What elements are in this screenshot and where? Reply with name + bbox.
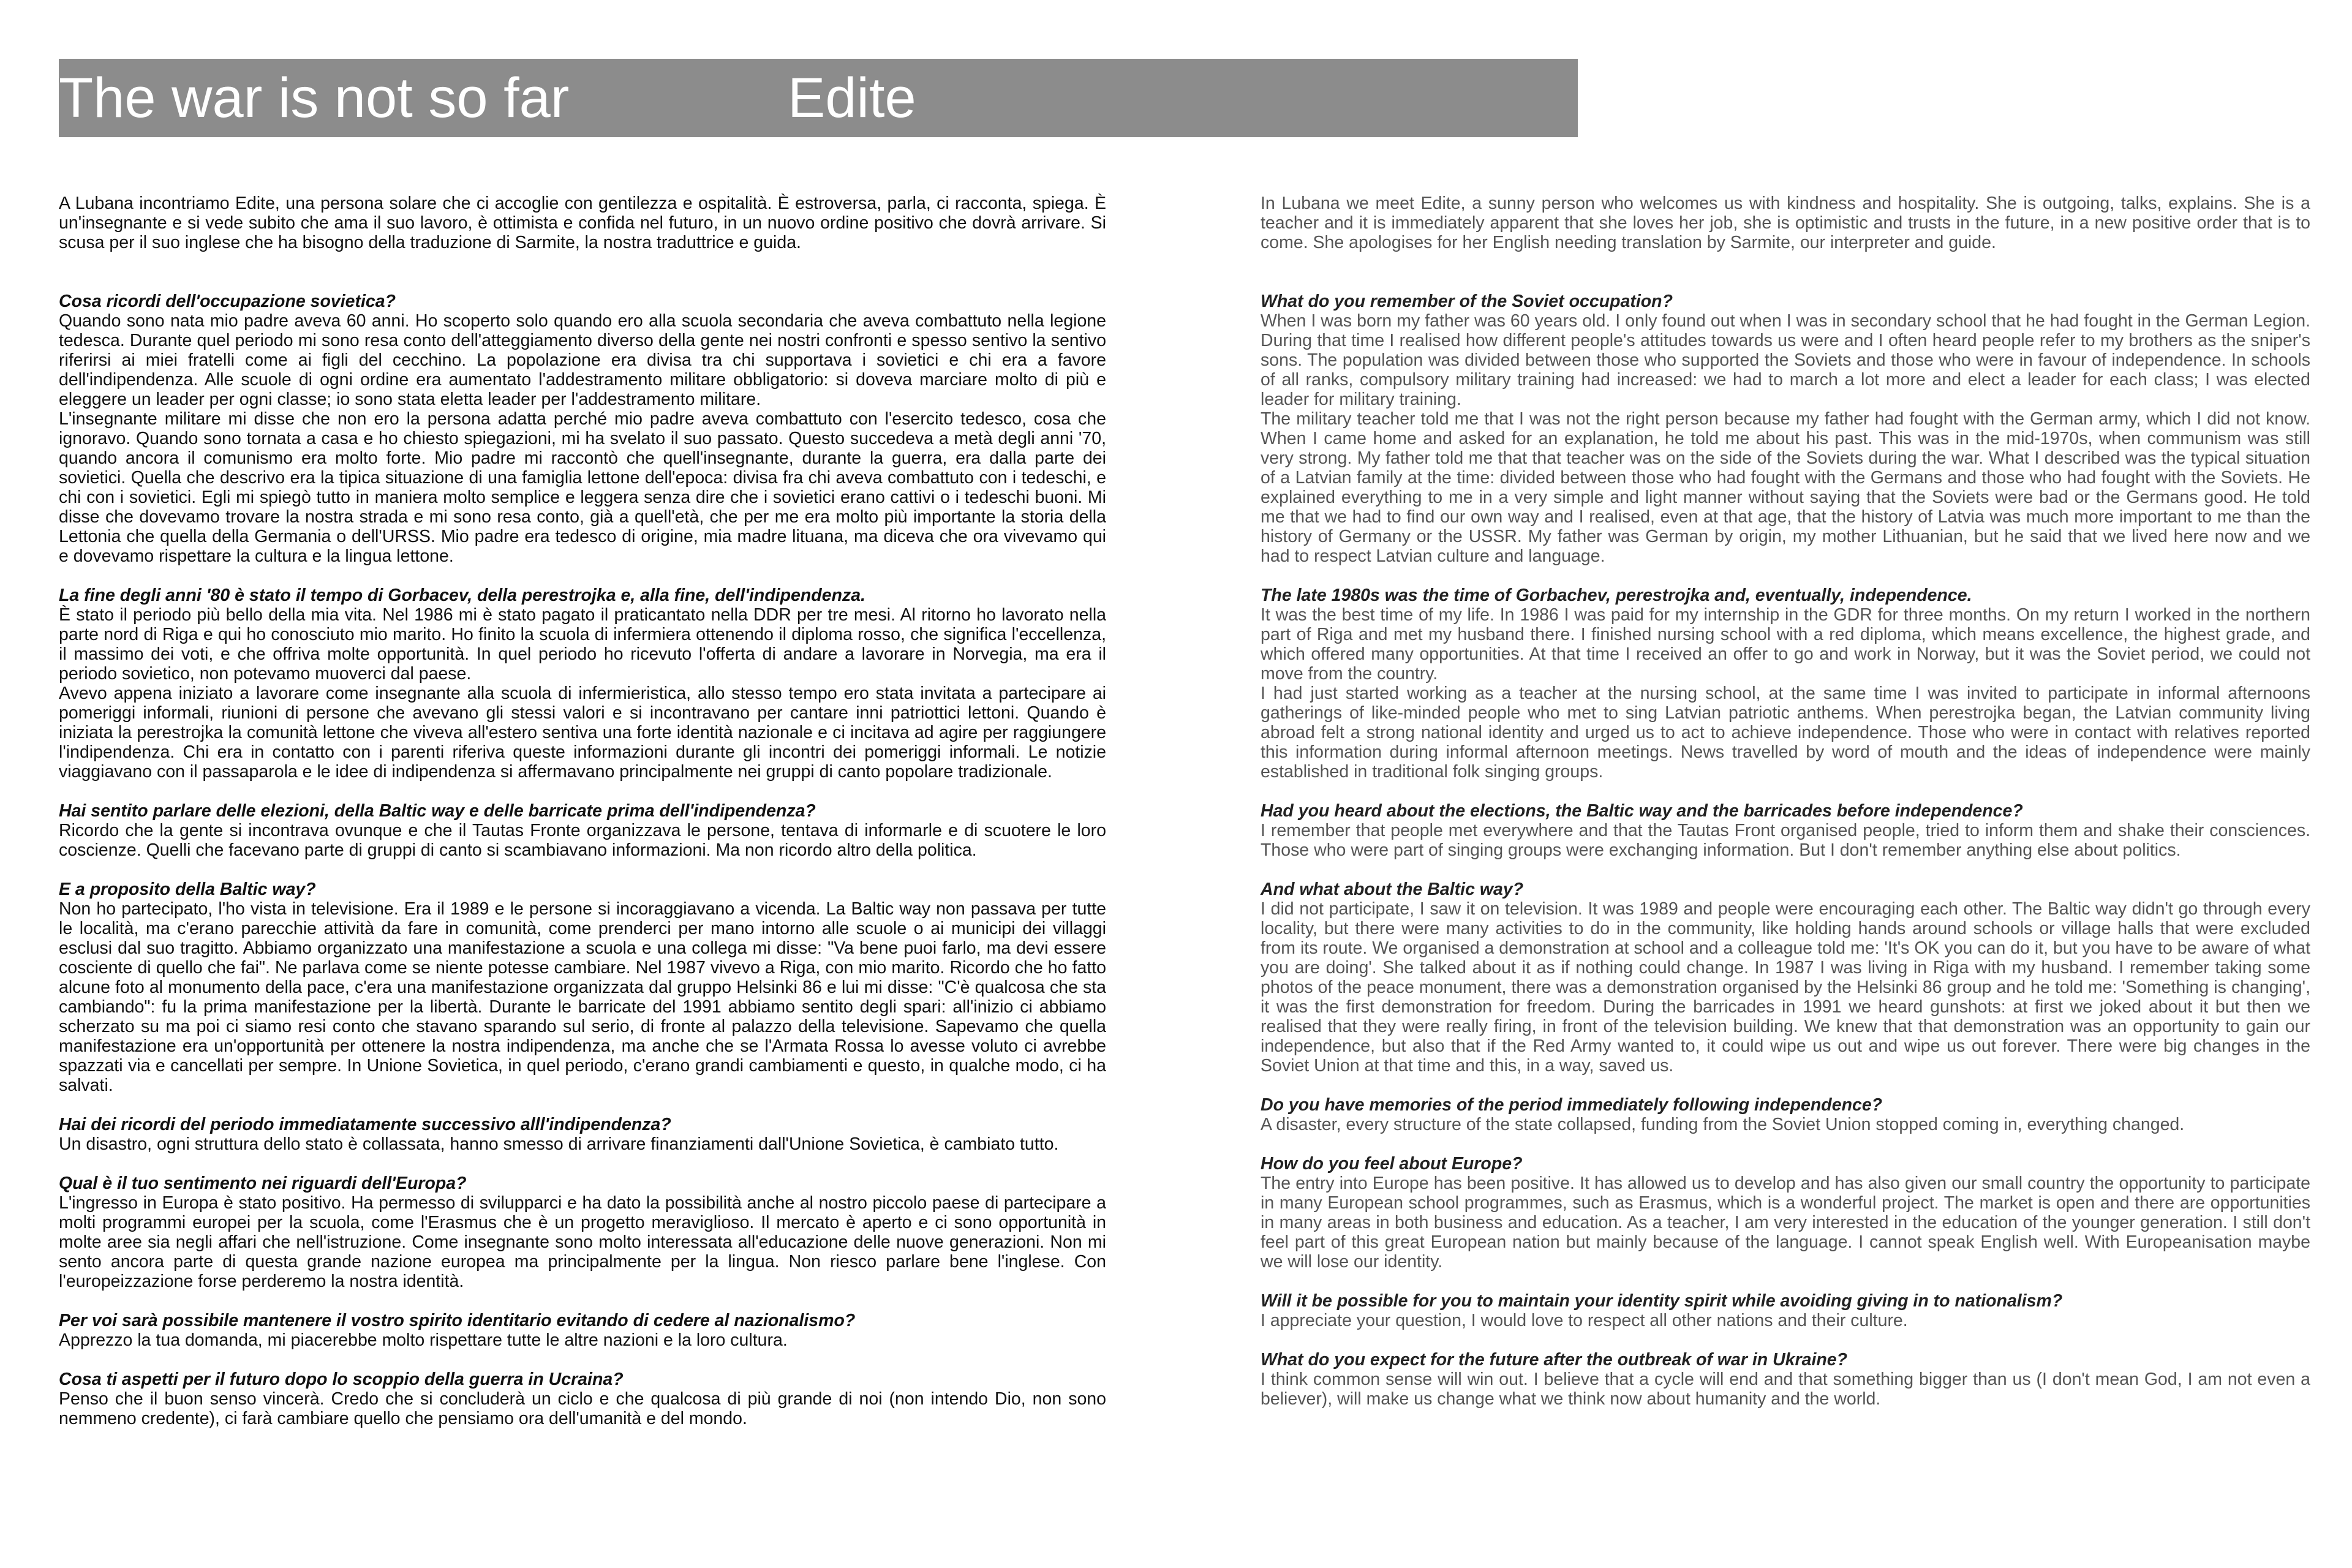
english-column [1261, 194, 2310, 1428]
italian-answer: Quando sono nata mio padre aveva 60 anni. Ho scoperto solo quando ero alla scuola secondaria che aveva combattuto nella legione tedesca. Durante quel periodo mi sono resa conto dell'atteggiamento diverso della gente nei nostri confronti e spesso sentivo la sentivo riferirsi ai miei fratelli come ai figli del cecchino. La popolazione era divisa tra chi supportava i sovietici e chi era a favore dell'indipendenza. Alle scuole di ogni ordine era aumentato l'addestramento militare obbligatorio: si doveva marciare molto di più e eleggere un leader per ogni classe; io sono stata eletta leader per l'addestramento militare. L'insegnante militare mi disse che non ero la persona adatta perché mio padre aveva combattuto con l'esercito tedesco, cosa che ignoravo. Quando sono tornata a casa e ho chiesto spiegazioni, mi ha svelato il suo passato. Questo succedeva a metà degli anni '70, quando ancora il comunismo era molto forte. Mio padre mi raccontò che quell'insegnante, durante la guerra, era dalla parte dei sovietici. Quella che descrivo era la tipica situazione di una famiglia lettone dell'epoca: divisa fra chi aveva combattuto con i tedeschi, e chi con i sovietici. Egli mi spiegò tutto in maniera molto semplice e leggera senza dire che i sovietici erano cattivi o i tedeschi buoni. Mi disse che dovevamo trovare la nostra strada e mi sono resa conto, già a quell'età, che per me era molto più importante la storia della Lettonia che quella della Germania o dell'URSS. Mio padre era tedesco di origine, mia madre lituana, ma diceva che ora vivevamo qui e dovevamo rispettare la cultura e la lingua lettone. [59, 311, 1106, 566]
italian-question: La fine degli anni '80 è stato il tempo di Gorbacev, della perestrojka e, alla fine, dell'indipendenza. [59, 586, 865, 605]
english-section [1261, 1350, 2310, 1409]
english-answer: I did not participate, I saw it on television. It was 1989 and people were encouraging each other. The Baltic way didn't go through every locality, but there were many activities to do in the community, like holding hands around schools or village halls that were excluded from its route. We organised a demonstration at school and a colleague told me: 'It's OK you can do it, but you have to be aware of what you are doing'. She talked about it as if nothing could change. In 1987 I was living in Riga with my husband. I remember taking some photos of the peace monument, there was a demonstration organised by the Helsinki 86 group and he told me: 'Something is changing', it was the first demonstration for freedom. During the barricades in 1991 we heard gunshots: at first we joked about it but then we realised that they were really firing, in front of the television building. We knew that that demonstration was an opportunity to gain our independence, but also that if the Red Army wanted to, it could wipe us out and wipe us out forever. There were big changes in the Soviet Union at that time and this, in a way, saved us. [1261, 899, 2310, 1076]
italian-section [59, 801, 1106, 860]
english-answer: A disaster, every structure of the state collapsed, funding from the Soviet Union stopped coming in, everything changed. [1261, 1115, 2185, 1134]
italian-question: Cosa ti aspetti per il futuro dopo lo scoppio della guerra in Ucraina? [59, 1370, 624, 1389]
english-question: The late 1980s was the time of Gorbachev, perestrojka and, eventually, independence. [1261, 586, 1972, 605]
english-answer: I appreciate your question, I would love to respect all other nations and their culture. [1261, 1311, 1908, 1330]
italian-question: Cosa ricordi dell'occupazione sovietica? [59, 292, 396, 311]
english-answer: I think common sense will win out. I believe that a cycle will end and that something bigger than us (I don't mean God, I am not even a believer), will make us change what we think now about humanity and the world. [1261, 1370, 2310, 1409]
english-intro: In Lubana we meet Edite, a sunny person who welcomes us with kindness and hospitality. She is outgoing, talks, explains. She is a teacher and it is immediately apparent that she loves her job, she is optimistic and trusts in the future, in a new positive order that is to come. She apologises for her English needing translation by Sarmite, our interpreter and guide. [1261, 194, 2310, 252]
english-section [1261, 801, 2310, 860]
english-answer: I remember that people met everywhere and that the Tautas Front organised people, tried to inform them and shake their consciences. Those who were part of singing groups were exchanging information. But I don't remember anything else about politics. [1261, 821, 2310, 860]
english-section [1261, 1095, 2310, 1134]
italian-answer: È stato il periodo più bello della mia vita. Nel 1986 mi è stato pagato il praticantato nella DDR per tre mesi. Al ritorno ho lavorato nella parte nord di Riga e qui ho conosciuto mio marito. Ho finito la scuola di infermiera ottenendo il diploma rosso, che significa l'eccellenza, il massimo dei voti, e che offriva molte opportunità. In quel periodo ho ricevuto l'offerta di andare a lavorare in Norvegia, ma era il periodo sovietico, non potevamo muoverci dal paese. Avevo appena iniziato a lavorare come insegnante alla scuola di infermieristica, allo stesso tempo ero stata invitata a partecipare ai pomeriggi informali, riunioni di persone che avevano gli stessi valori e si incontravano per cantare inni patriottici lettoni. Quando è iniziata la perestrojka la comunità lettone che viveva all'estero sentiva una forte identità nazionale e ci incitava ad agire per raggiungere l'indipendenza. Chi era in contatto con i parenti riferiva queste informazioni durante gli incontri dei pomeriggi informali. Le notizie viaggiavano con il passaparola e le idee di indipendenza si affermavano principalmente nei gruppi di canto popolare tradizionale. [59, 605, 1106, 782]
english-section [1261, 586, 2310, 782]
english-section [1261, 1154, 2310, 1272]
english-question: What do you remember of the Soviet occupation? [1261, 292, 1673, 311]
english-answer: It was the best time of my life. In 1986 I was paid for my internship in the GDR for three months. On my return I worked in the northern part of Riga and met my husband there. I finished nursing school with a red diploma, which means excellence, the highest grade, and which offered many opportunities. At that time I received an offer to go and work in Norway, but it was the Soviet period, we could not move from the country. I had just started working as a teacher at the nursing school, at the same time I was invited to participate in informal afternoons gatherings of like-minded people who met to sing Latvian patriotic anthems. When perestrojka began, the Latvian community living abroad felt a strong national identity and urged us to act to achieve independence. Those who were in contact with relatives reported this information during informal afternoon meetings. News travelled by word of mouth and the ideas of independence were mainly established in traditional folk singing groups. [1261, 605, 2310, 782]
interviewee-name: Edite [788, 67, 916, 129]
italian-answer: Non ho partecipato, l'ho vista in televisione. Era il 1989 e le persone si incoraggiavano a vicenda. La Baltic way non passava per tutte le località, ma c'erano parecchie attività da fare in comunità, come prenderci per mano intorno alle scuole o ai municipi dei villaggi esclusi dal suo tragitto. Abbiamo organizzato una manifestazione a scuola e una collega mi disse: "Va bene puoi farlo, ma devi essere cosciente di quello che fai". Ne parlava come se niente potesse cambiare. Nel 1987 vivevo a Riga, con mio marito. Ricordo che ho fatto alcune foto al monumento della pace, c'era una manifestazione organizzata dal gruppo Helsinki 86 e lui mi disse: "C'è qualcosa che sta cambiando": fu la prima manifestazione per la libertà. Durante le barricate del 1991 abbiamo sentito degli spari: all'inizio ci abbiamo scherzato su ma poi ci siamo resi conto che stavano sparando sul serio, di fronte al palazzo della televisione. Sapevamo che quella manifestazione era un'opportunità per ottenere la nostra indipendenza, ma anche che se l'Armata Rossa lo avesse voluto ci avrebbe spazzati via e cancellati per sempre. In Unione Sovietica, in quel periodo, c'erano grandi cambiamenti e questo, in qualche modo, ci ha salvati. [59, 899, 1106, 1095]
title-banner [59, 59, 1578, 137]
english-answer: The entry into Europe has been positive. It has allowed us to develop and has also given our small country the opportunity to participate in many European school programmes, such as Erasmus, which is a wonderful project. The market is open and there are opportunities in many areas in both business and education. As a teacher, I am very interested in the education of the younger generation. I still don't feel part of this great European nation but mainly because of the language. I cannot speak English well. With Europeanisation maybe we will lose our identity. [1261, 1174, 2310, 1272]
italian-question: E a proposito della Baltic way? [59, 880, 316, 899]
english-section [1261, 1291, 2310, 1330]
italian-column [59, 194, 1106, 1448]
italian-intro: A Lubana incontriamo Edite, una persona solare che ci accoglie con gentilezza e ospitalità. È estroversa, parla, ci racconta, spiega. È un'insegnante e si vede subito che ama il suo lavoro, è ottimista e confida nel futuro, in un nuovo ordine positivo che dovrà arrivare. Si scusa per il suo inglese che ha bisogno della traduzione di Sarmite, la nostra traduttrice e guida. [59, 194, 1106, 252]
italian-answer: Un disastro, ogni struttura dello stato è collassata, hanno smesso di arrivare finanziamenti dall'Unione Sovietica, è cambiato tutto. [59, 1134, 1059, 1154]
italian-answer: Penso che il buon senso vincerà. Credo che si concluderà un ciclo e che qualcosa di più grande di noi (non intendo Dio, non sono nemmeno credente), ci farà cambiare quello che pensiamo ora dell'umanità e del mondo. [59, 1389, 1106, 1428]
italian-question: Per voi sarà possibile mantenere il vostro spirito identitario evitando di cedere al nazionalismo? [59, 1311, 856, 1330]
italian-section [59, 1370, 1106, 1428]
english-question: Had you heard about the elections, the Baltic way and the barricades before independence? [1261, 801, 2023, 821]
italian-question: Hai dei ricordi del periodo immediatamente successivo alll'indipendenza? [59, 1115, 671, 1134]
page-title: The war is not so far [59, 67, 570, 129]
italian-section [59, 1174, 1106, 1291]
italian-question: Hai sentito parlare delle elezioni, della Baltic way e delle barricate prima dell'indipendenza? [59, 801, 816, 821]
english-question: Will it be possible for you to maintain your identity spirit while avoiding giving in to nationalism? [1261, 1291, 2063, 1311]
italian-answer: Ricordo che la gente si incontrava ovunque e che il Tautas Fronte organizzava le persone, tentava di informarle e di scuotere le loro coscienze. Quelli che facevano parte di gruppi di canto si scambiavano informazioni. Ma non ricordo altro della politica. [59, 821, 1106, 860]
italian-question: Qual è il tuo sentimento nei riguardi dell'Europa? [59, 1174, 467, 1193]
english-question: What do you expect for the future after the outbreak of war in Ukraine? [1261, 1350, 1848, 1370]
italian-section [59, 1115, 1106, 1154]
italian-section [59, 292, 1106, 566]
italian-answer: Apprezzo la tua domanda, mi piacerebbe molto rispettare tutte le altre nazioni e la loro cultura. [59, 1330, 788, 1350]
english-section [1261, 292, 2310, 566]
english-answer: When I was born my father was 60 years old. I only found out when I was in secondary school that he had fought in the German Legion. During that time I realised how different people's attitudes towards us were and I often heard people refer to my brothers as the sniper's sons. The population was divided between those who supported the Soviets and those who were in favour of independence. In schools of all ranks, compulsory military training had increased: we had to march a lot more and elect a leader for each class; I was elected leader for military training. The military teacher told me that I was not the right person because my father had fought with the German army, which I did not know. When I came home and asked for an explanation, he told me about his past. This was in the mid-1970s, when communism was still very strong. My father told me that that teacher was on the side of the Soviets during the war. What I described was the typical situation of a Latvian family at the time: divided between those who had fought with the Germans and those who had fought with the Soviets. He explained everything to me in a very simple and light manner without saying that the Soviets were bad or the Germans good. He told me that we had to find our own way and I realised, even at that age, that the history of Latvia was much more important to me than the history of Germany or the USSR. My father was German by origin, my mother Lithuanian, but he said that we lived here now and we had to respect Latvian culture and language. [1261, 311, 2310, 566]
italian-section [59, 586, 1106, 782]
italian-answer: L'ingresso in Europa è stato positivo. Ha permesso di svilupparci e ha dato la possibilità anche al nostro piccolo paese di partecipare a molti programmi europei per la scuola, come l'Erasmus che è un progetto meraviglioso. Il mercato è aperto e ci sono opportunità in molte aree sia negli affari che nell'istruzione. Come insegnante sono molto interessata all'educazione delle nuove generazioni. Non mi sento ancora parte di questa grande nazione europea ma principalmente per la lingua. Non riesco parlare bene l'inglese. Con l'europeizzazione forse perderemo la nostra identità. [59, 1193, 1106, 1291]
english-section [1261, 880, 2310, 1076]
italian-section [59, 1311, 1106, 1350]
english-question: How do you feel about Europe? [1261, 1154, 1523, 1174]
english-question: And what about the Baltic way? [1261, 880, 1524, 899]
english-question: Do you have memories of the period immediately following independence? [1261, 1095, 1883, 1115]
italian-section [59, 880, 1106, 1095]
